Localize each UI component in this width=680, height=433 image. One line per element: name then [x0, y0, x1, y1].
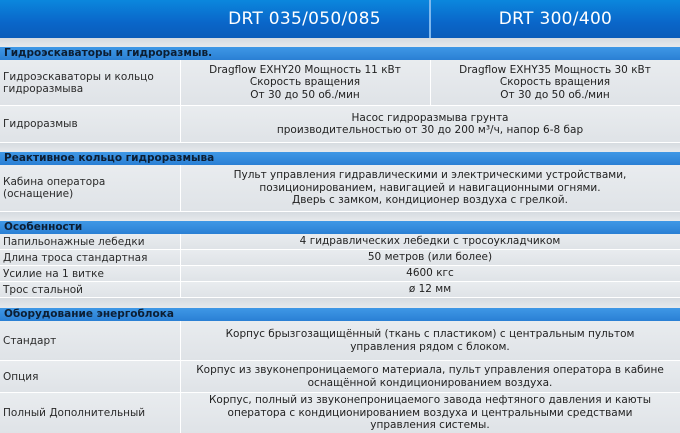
table-row [0, 250, 680, 266]
row-value [180, 165, 680, 211]
row-value [180, 321, 680, 360]
value-line: От 30 до 50 об./мин [500, 88, 610, 101]
value-line: позиционированием, навигацией и навигационными огнями. [259, 181, 601, 194]
row-value-left [180, 60, 430, 105]
table-row [0, 282, 680, 298]
header-model-small: DRT 035/050/085 [228, 9, 381, 29]
row-label [0, 60, 180, 105]
section-heading: Реактивное кольцо гидроразмыва [0, 152, 680, 165]
value-line: управления системы. [370, 419, 490, 432]
table-row [0, 266, 680, 282]
row-label-line: гидроразмыва [3, 82, 84, 95]
spacer-stripe [0, 143, 680, 152]
spacer-stripe [0, 298, 680, 308]
table-row [0, 361, 680, 393]
table-row [0, 165, 680, 212]
row-label: Усилие на 1 витке [3, 267, 104, 280]
value-line: Dragflow EXHY35 Мощность 30 кВт [459, 63, 651, 76]
row-label: Гидроразмыв [3, 118, 78, 130]
value-line: оператора с кондиционированием воздуха и центральными средствами [227, 406, 633, 419]
value-line: Корпус из звуконепроницаемого материала, пульт управления оператора в кабине [196, 364, 664, 376]
row-value: 50 метров (или более) [367, 251, 493, 264]
table-row [0, 60, 680, 106]
row-value [180, 361, 680, 392]
row-label: Стандарт [3, 334, 57, 347]
value-line: оснащённой кондиционированием воздуха. [307, 376, 553, 389]
value-line: Корпус, полный из звуконепроницаемого завода нефтяного давления и каюты [208, 394, 652, 407]
section-heading: Оборудование энергоблока [0, 308, 680, 321]
row-label-line: Гидроэскаваторы и кольцо [3, 70, 154, 83]
row-value: 4600 кгс [406, 267, 454, 280]
value-line: От 30 до 50 об./мин [250, 88, 360, 101]
value-line: Насос гидроразмыва грунта [351, 111, 509, 124]
value-line: Dragflow EXHY20 Мощность 11 кВт [209, 63, 401, 76]
spacer-stripe [0, 38, 680, 47]
value-line: производительностью от 30 до 200 м³/ч, напор 6-8 бар [276, 124, 584, 136]
row-label: Папильонажные лебедки [3, 235, 145, 248]
value-line: Скорость вращения [249, 76, 361, 89]
spacer-stripe [0, 212, 680, 221]
table-row [0, 234, 680, 250]
row-label-line: (оснащение) [3, 188, 74, 200]
row-value [180, 393, 680, 433]
row-label-line: Кабина оператора [3, 176, 106, 188]
row-label: Опция [3, 370, 39, 383]
row-value: 4 гидравлических лебедки с тросоукладчиком [299, 235, 561, 248]
table-header [0, 0, 680, 38]
section-heading: Особенности [0, 221, 680, 234]
value-line: Дверь с замком, кондиционер воздуха с грелкой. [292, 194, 568, 207]
section-heading: Гидроэскаваторы и гидроразмыв. [0, 47, 680, 60]
row-value [180, 106, 680, 142]
value-line: Скорость вращения [499, 76, 611, 89]
row-label: Полный Дополнительный [3, 407, 146, 419]
value-line: управления рядом с блоком. [350, 340, 510, 353]
row-label: Трос стальной [3, 283, 83, 296]
table-row [0, 106, 680, 143]
row-label [0, 165, 180, 211]
table-row [0, 393, 680, 433]
header-model-large: DRT 300/400 [498, 9, 613, 29]
value-line: Корпус брызгозащищённый (ткань с пластиком) с центральным пультом [225, 328, 635, 340]
row-value-right [430, 60, 680, 105]
table-row [0, 321, 680, 361]
row-value: ø 12 мм [408, 283, 452, 296]
value-line: Пульт управления гидравлическими и электрическими устройствами, [233, 169, 627, 182]
row-label: Длина троса стандартная [3, 251, 148, 264]
